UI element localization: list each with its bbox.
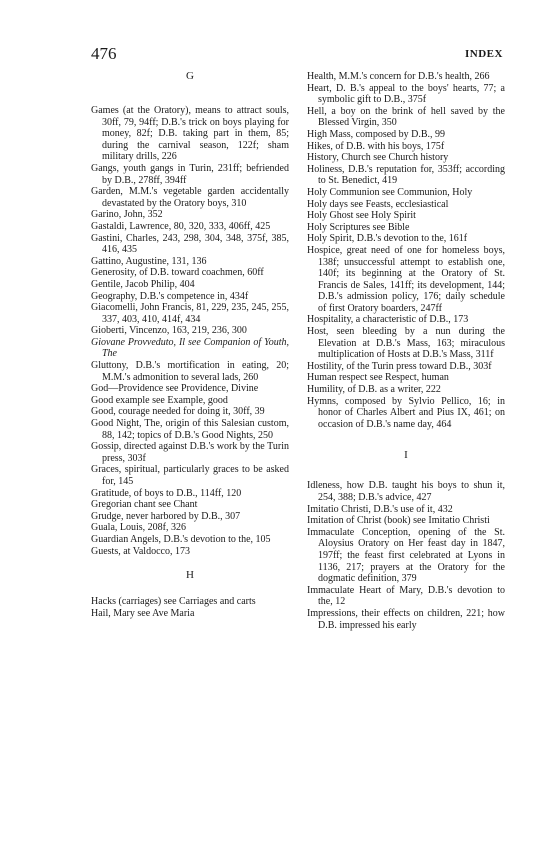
index-entry: Guala, Louis, 208f, 326	[91, 522, 186, 534]
running-head: INDEX	[465, 48, 503, 60]
index-entry: Humility, of D.B. as a writer, 222	[307, 384, 441, 396]
index-entry: Grudge, never harbored by D.B., 307	[91, 510, 241, 522]
index-entry: Giacomelli, John Francis, 81, 229, 235, 245, 255, 337, 403, 410, 414f, 434	[91, 302, 289, 325]
index-entry: Giovane Provveduto, Il see Companion of Youth, The	[91, 336, 289, 360]
index-entry: Garino, John, 352	[91, 209, 163, 221]
index-entry: Holy days see Feasts, ecclesiastical	[307, 198, 449, 210]
index-entry: Immaculate Heart of Mary, D.B.'s devotion to the, 12	[307, 584, 505, 608]
index-entry: Gattino, Augustine, 131, 136	[91, 255, 207, 267]
index-entry: Graces, spiritual, particularly graces to be asked for, 145	[91, 464, 289, 487]
index-entry: Gratitude, of boys to D.B., 114ff, 120	[91, 487, 242, 499]
index-entry: Holy Scriptures see Bible	[307, 221, 410, 233]
index-entry: Hostility, of the Turin press toward D.B., 303f	[307, 360, 492, 372]
index-entry: Health, M.M.'s concern for D.B.'s health, 266	[307, 71, 490, 82]
index-entry: Holiness, D.B.'s reputation for, 353ff; according to St. Benedict, 419	[307, 163, 505, 187]
index-entry: Holy Spirit, D.B.'s devotion to the, 161f	[307, 233, 468, 245]
index-entry: Hospitality, a characteristic of D.B., 173	[307, 314, 469, 326]
index-entry: Gentile, Jacob Philip, 404	[91, 278, 195, 290]
index-column-right	[307, 71, 505, 631]
index-entry: High Mass, composed by D.B., 99	[307, 128, 446, 140]
index-entry: Games (at the Oratory), means to attract souls, 30ff, 79, 94ff; D.B.'s trick on boys playing for money, 82f; D.B. taking part in them, 85; during the carnival season, 122f; sham military drills, 226	[91, 105, 289, 163]
index-entry: Hymns, composed by Sylvio Pellico, 16; in honor of Charles Albert and Pius IX, 461; on occasion of D.B.'s name day, 464	[307, 395, 505, 430]
index-entry: Heart, D. B.'s appeal to the boys' hearts, 77; a symbolic gift to D.B., 375f	[307, 82, 505, 106]
index-entry: Guests, at Valdocco, 173	[91, 545, 190, 557]
index-entry: Holy Communion see Communion, Holy	[307, 186, 473, 198]
index-entry: Gregorian chant see Chant	[91, 499, 198, 511]
index-entry: Impressions, their effects on children, 221; how D.B. impressed his early	[307, 607, 505, 631]
index-entry: Good example see Example, good	[91, 394, 228, 406]
index-entry: Hospice, great need of one for homeless boys, 138f; unsuccessful attempt to establish one, 140f; its beginning at the Oratory of St. Francis de Sales, 141ff; its development, 144; D.B.'s admission policy, 176; daily schedule of first Oratory boarders, 247ff	[307, 244, 505, 314]
index-entry: Gangs, youth gangs in Turin, 231ff; befriended by D.B., 278ff, 394ff	[91, 162, 289, 186]
index-entry: Geography, D.B.'s competence in, 434f	[91, 290, 249, 302]
index-entry: Hail, Mary see Ave Maria	[91, 607, 195, 619]
index-entry: Gossip, directed against D.B.'s work by the Turin press, 303f	[91, 441, 289, 464]
index-entry: Good Night, The, origin of this Salesian custom, 88, 142; topics of D.B.'s Good Nights, 250	[91, 418, 289, 441]
index-entry: History, Church see Church history	[307, 152, 449, 164]
index-entry: Human respect see Respect, human	[307, 372, 449, 384]
index-entry: Idleness, how D.B. taught his boys to shun it, 254, 388; D.B.'s advice, 427	[307, 480, 505, 503]
index-entry: Gastini, Charles, 243, 298, 304, 348, 375f, 385, 416, 435	[91, 232, 289, 256]
section-letter: G	[186, 70, 194, 82]
section-letter: I	[404, 449, 408, 462]
index-entry: Gioberti, Vincenzo, 163, 219, 236, 300	[91, 325, 247, 337]
index-entry: Hikes, of D.B. with his boys, 175f	[307, 140, 445, 152]
index-entry: Hacks (carriages) see Carriages and carts	[91, 596, 256, 608]
index-entry: Generosity, of D.B. toward coachmen, 60ff	[91, 267, 264, 279]
index-entry: Hell, a boy on the brink of hell saved by the Blessed Virgin, 350	[307, 105, 505, 129]
index-entry: God—Providence see Providence, Divine	[91, 383, 259, 395]
section-letter: H	[186, 569, 194, 582]
index-entry: Imitation of Christ (book) see Imitatio Christi	[307, 515, 490, 527]
index-entry: Garden, M.M.'s vegetable garden accidentally devastated by the Oratory boys, 310	[91, 186, 289, 209]
index-entry: Host, seen bleeding by a nun during the Elevation at D.B.'s Mass, 163; miraculous multiplication of Hosts at D.B.'s Mass, 311f	[307, 326, 505, 361]
index-entry: Gluttony, D.B.'s mortification in eating, 20; M.M.'s admonition to several lads, 260	[91, 360, 289, 383]
index-entry: Guardian Angels, D.B.'s devotion to the, 105	[91, 533, 271, 545]
index-entry: Holy Ghost see Holy Spirit	[307, 210, 416, 222]
index-entry: Immaculate Conception, opening of the St. Aloysius Oratory on Her feast day in 1847, 197ff; the feast first celebrated at Lyons in 1136, 217; prayers at the Oratory for the dogmatic definition, 379	[307, 526, 505, 585]
index-entry: Imitatio Christi, D.B.'s use of it, 432	[307, 503, 453, 515]
index-entry: Gastaldi, Lawrence, 80, 320, 333, 406ff, 425	[91, 220, 271, 232]
index-entry: Good, courage needed for doing it, 30ff, 39	[91, 406, 265, 418]
index-column-left	[91, 71, 289, 619]
page-number: 476	[91, 44, 117, 63]
